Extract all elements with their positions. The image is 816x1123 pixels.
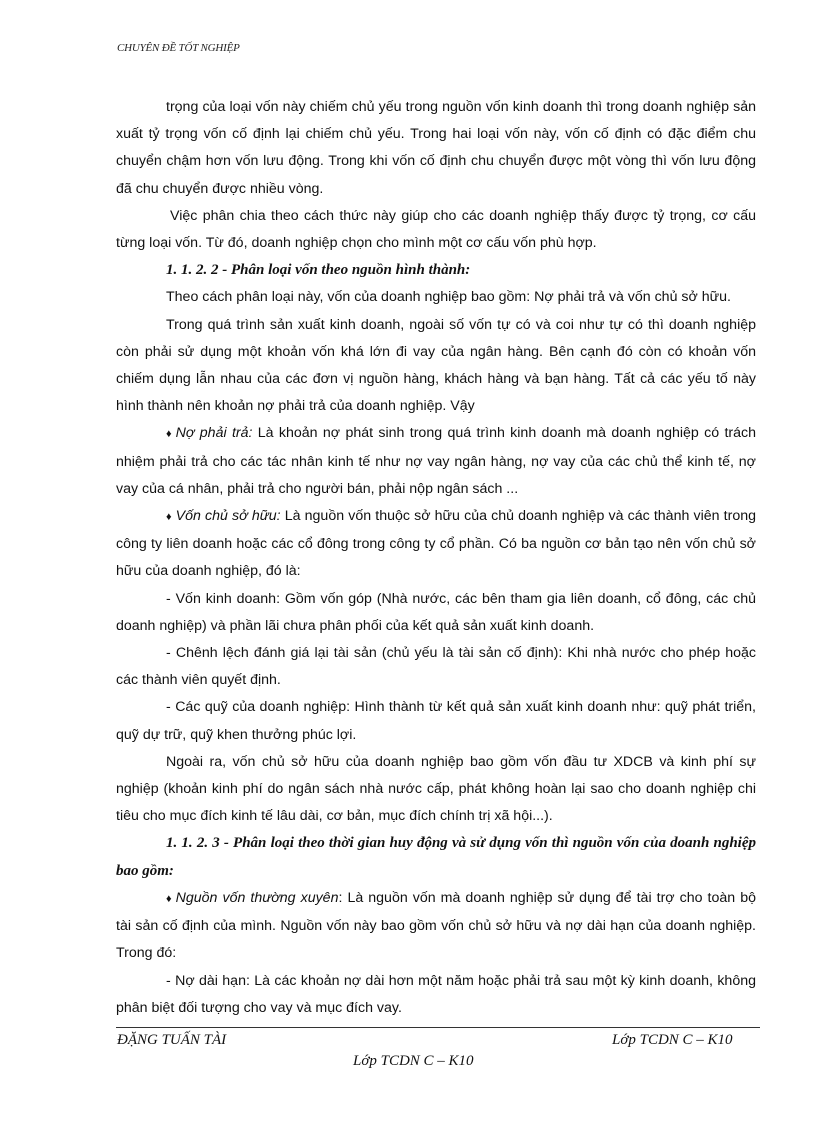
document-body xyxy=(116,94,756,1022)
bullet-term-nguon-von-thuong-xuyen: Nguồn vốn thường xuyên xyxy=(175,889,339,906)
footer-divider xyxy=(116,1027,760,1028)
page-header-title: CHUYÊN ĐỀ TỐT NGHIỆP xyxy=(117,42,240,54)
section-heading-1-1-2-3: 1. 1. 2. 3 - Phân loại theo thời gian huy động và sử dụng vốn thì nguồn vốn của doanh nghiệp bao gồm: xyxy=(116,835,756,879)
bullet-text-von-chu-so-huu: Là nguồn vốn thuộc sở hữu của chủ doanh nghiệp và các thành viên trong công ty liên doanh hoặc các cổ đông trong công ty cổ phần. Có ba nguồn cơ bản tạo nên vốn chủ sở hữu của doanh nghiệp, đó là: xyxy=(116,508,757,580)
footer-author: ĐẶNG TUẤN TÀI xyxy=(117,1032,227,1048)
diamond-bullet-icon: ♦ xyxy=(166,892,172,905)
bullet-term-no-phai-tra: Nợ phải trả: xyxy=(175,425,253,442)
footer-class-right: Lớp TCDN C – K10 xyxy=(612,1032,733,1048)
bullet-text-nguon-von-thuong-xuyen: : Là nguồn vốn mà doanh nghiệp sử dụng để tài trợ cho toàn bộ tài sản cố định của mình. Nguồn vốn này bao gồm vốn chủ sở hữu và nợ dài hạn của doanh nghiệp. Trong đó: xyxy=(116,889,756,962)
bullet-text-no-phai-tra: Là khoản nợ phát sinh trong quá trình kinh doanh mà doanh nghiệp có trách nhiệm phải trả cho các tác nhân kinh tế như nợ vay ngân hàng, nợ vay của các chủ thể kinh tế, nợ vay của cá nhân, phải trả cho người bán, phải nộp ngân sách ... xyxy=(116,425,756,497)
section-heading-1-1-2-2: 1. 1. 2. 2 - Phân loại vốn theo nguồn hình thành: xyxy=(166,262,471,279)
paragraph-2: Việc phân chia theo cách thức này giúp cho các doanh nghiệp thấy được tỷ trọng, cơ cấu từng loại vốn. Từ đó, doanh nghiệp chọn cho mình một cơ cấu vốn phù hợp. xyxy=(116,207,756,252)
dash-item-no-dai-han: - Nợ dài hạn: Là các khoản nợ dài hơn một năm hoặc phải trả sau một kỳ kinh doanh, không phân biệt đối tượng cho vay và mục đích vay. xyxy=(116,972,756,1016)
bullet-nguon-von-thuong-xuyen xyxy=(116,885,756,968)
paragraph-3: Theo cách phân loại này, vốn của doanh nghiệp bao gồm: Nợ phải trả và vốn chủ sở hữu. xyxy=(166,289,731,306)
diamond-bullet-icon: ♦ xyxy=(166,511,172,524)
paragraph-1: trọng của loại vốn này chiếm chủ yếu trong nguồn vốn kinh doanh thì trong doanh nghiệp sản xuất tỷ trọng vốn cố định lại chiếm chủ yếu. Trong hai loại vốn này, vốn cố định có đặc điểm chu chuyển chậm hơn vốn lưu động. Trong khi vốn cố định chu chuyển được một vòng thì vốn lưu động đã chu chuyển được nhiều vòng. xyxy=(116,99,756,197)
bullet-term-von-chu-so-huu: Vốn chủ sở hữu: xyxy=(175,508,281,525)
dash-item-cac-quy: - Các quỹ của doanh nghiệp: Hình thành từ kết quả sản xuất kinh doanh như: quỹ phát triển, quỹ dự trữ, quỹ khen thưởng phúc lợi. xyxy=(116,699,756,743)
diamond-bullet-icon: ♦ xyxy=(166,428,172,441)
paragraph-5: Ngoài ra, vốn chủ sở hữu của doanh nghiệp bao gồm vốn đầu tư XDCB và kinh phí sự nghiệp (khoản kinh phí do ngân sách nhà nước cấp, phát không hoàn lại sao cho doanh nghiệp chi tiêu cho mục đích kinh tế lâu dài, cơ bản, mục đích chính trị xã hội...). xyxy=(116,753,756,825)
bullet-no-phai-tra xyxy=(116,420,756,503)
bullet-von-chu-so-huu xyxy=(116,503,756,586)
paragraph-4: Trong quá trình sản xuất kinh doanh, ngoài số vốn tự có và coi như tự có thì doanh nghiệp còn phải sử dụng một khoản vốn khá lớn đi vay của ngân hàng. Bên cạnh đó còn có khoản vốn chiếm dụng lẫn nhau của các đơn vị nguồn hàng, khách hàng và bạn hàng. Tất cả các yếu tố này hình thành nên khoản nợ phải trả của doanh nghiệp. Vậy xyxy=(116,316,756,415)
dash-item-chenh-lech: - Chênh lệch đánh giá lại tài sản (chủ yếu là tài sản cố định): Khi nhà nước cho phép hoặc các thành viên quyết định. xyxy=(116,645,756,689)
dash-item-von-kinh-doanh: - Vốn kinh doanh: Gồm vốn góp (Nhà nước, các bên tham gia liên doanh, cổ đông, các chủ doanh nghiệp) và phần lãi chưa phân phối của kết quả sản xuất kinh doanh. xyxy=(116,590,756,634)
footer-class-center: Lớp TCDN C – K10 xyxy=(353,1053,474,1069)
